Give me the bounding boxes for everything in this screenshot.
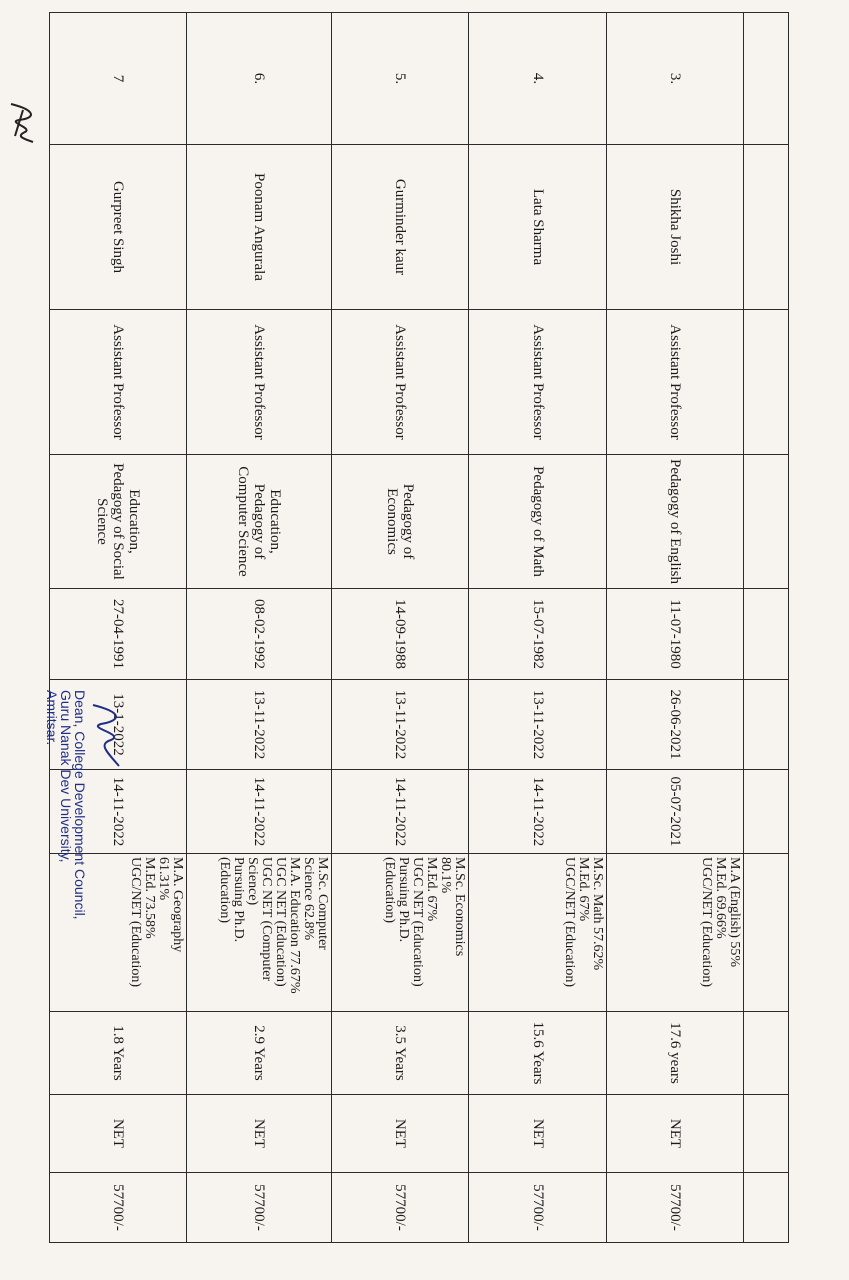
pay-text: 57700/- [251,1184,268,1231]
experience-cell [332,1012,469,1095]
faculty-table [49,12,789,1243]
qualification-line: M.Sc. Computer [315,857,331,950]
approval-date-cell [606,770,743,854]
experience-text: 17.6 years [666,1022,683,1084]
pay-cell [332,1173,469,1243]
eligibility-cell [50,1095,187,1173]
eligibility-text: NET [392,1118,409,1149]
name-cell [469,145,606,310]
serial-number-text: 3. [666,72,683,85]
qualification-line: UGC/NET (Education) [699,857,714,987]
pay-text: 57700/- [392,1184,409,1231]
empty-cell [744,310,789,455]
date-of-birth-cell [606,589,743,680]
stamp-line-2: Guru Nanak Dev University, [58,690,74,863]
eligibility-text: NET [529,1118,546,1149]
qualification-line: M.Ed. 67% [575,857,591,922]
subject-text: Pedagogy of Economics [384,483,417,560]
experience-cell [187,1012,332,1095]
designation-text: Assistant Professor [251,324,268,440]
approval-date-cell [332,770,469,854]
qualification-line: UGC/NET (Education) [128,857,144,987]
qualification-line: Science 62.8% [301,857,317,941]
table-body [50,13,789,1243]
stamp-line-1: Dean, College Development Council, [72,690,88,920]
table-row [187,13,332,1243]
name-cell [606,145,743,310]
experience-cell [469,1012,606,1095]
pay-cell [469,1173,606,1243]
empty-cell [744,145,789,310]
approval-date-cell [187,770,332,854]
date-of-joining-text: 13-1-2022 [110,693,127,756]
date-of-joining-text: 13-11-2022 [529,689,546,760]
date-of-birth-cell [187,589,332,680]
qualification-line: Pursuing Ph.D. [396,857,412,943]
approval-date-text: 05-07-2021 [666,776,683,847]
subject-text: Education, Pedagogy of Computer Science [235,466,284,577]
empty-cell [744,589,789,680]
designation-cell [469,310,606,455]
qualification-line: UGC NET (Education) [410,857,426,987]
serial-number-cell [606,13,743,145]
designation-text: Assistant Professor [392,324,409,440]
subject-text: Pedagogy of Math [529,466,546,577]
subject-text: Education, Pedagogy of Social Science [94,463,143,580]
empty-cell [744,680,789,770]
qualifications-cell [332,854,469,1012]
designation-cell [332,310,469,455]
qualification-line: M.Sc. Math 57.62% [589,857,605,971]
date-of-birth-text: 11-07-1980 [666,599,683,669]
subject-cell [50,455,187,589]
name-text: Poonam Angurala [251,173,268,281]
pay-cell [187,1173,332,1243]
qualification-line: (Education) [217,857,233,924]
stamp-line-3: Amritsar. [44,690,60,746]
approval-date-text: 14-11-2022 [392,776,409,847]
qualification-line: M.Sc. Economics [452,857,468,957]
date-of-birth-text: 27-04-1991 [110,599,127,669]
qualification-line: UGC NET (Computer [259,857,275,982]
approval-date-text: 14-11-2022 [251,776,268,847]
date-of-joining-cell [606,680,743,770]
serial-number-cell [469,13,606,145]
date-of-joining-cell [469,680,606,770]
dean-signature [85,700,131,770]
empty-cell [744,455,789,589]
qualification-line: UGC/NET (Education) [561,857,577,987]
table-row [50,13,187,1243]
eligibility-text: NET [251,1118,268,1149]
eligibility-text: NET [666,1118,683,1149]
eligibility-cell [606,1095,743,1173]
designation-text: Assistant Professor [110,324,127,440]
experience-text: 2.9 Years [251,1025,268,1081]
name-cell [50,145,187,310]
pay-text: 57700/- [110,1184,127,1231]
qualification-line: 80.1% [438,857,454,894]
name-text: Lata Sharma [529,188,546,266]
name-text: Shikha Joshi [666,188,683,266]
subject-text: Pedagogy of English [666,459,683,584]
qualification-line: M.Ed. 69.66% [713,857,728,939]
qualification-line: Science) [245,857,261,906]
serial-number-cell [332,13,469,145]
qualifications-cell [187,854,332,1012]
designation-cell [187,310,332,455]
date-of-birth-cell [469,589,606,680]
serial-number-text: 4. [529,72,546,85]
date-of-joining-text: 13-11-2022 [251,689,268,760]
qualification-line: 61.31% [156,857,172,901]
empty-cell [744,1173,789,1243]
eligibility-cell [187,1095,332,1173]
serial-number-text: 7 [110,74,127,83]
qualification-line: M.A. Education 77.67% [287,857,303,994]
serial-number-text: 5. [392,72,409,85]
date-of-birth-text: 15-07-1982 [529,599,546,669]
qualification-line: M.Ed. 73.58% [142,857,158,939]
subject-cell [606,455,743,589]
table-top-row [744,13,789,1243]
designation-text: Assistant Professor [666,324,683,440]
empty-cell [744,770,789,854]
date-of-birth-cell [332,589,469,680]
serial-number-cell [187,13,332,145]
table-row [332,13,469,1243]
qualification-line: M.Ed. 67% [424,857,440,922]
eligibility-cell [469,1095,606,1173]
date-of-joining-cell [187,680,332,770]
experience-cell [606,1012,743,1095]
empty-cell [744,13,789,145]
eligibility-text: NET [110,1118,127,1149]
experience-text: 1.8 Years [110,1025,127,1081]
approval-date-text: 14-11-2022 [110,776,127,847]
experience-text: 15.6 Years [529,1021,546,1085]
eligibility-cell [332,1095,469,1173]
designation-text: Assistant Professor [529,324,546,440]
date-of-birth-text: 08-02-1992 [251,599,268,669]
subject-cell [469,455,606,589]
pay-text: 57700/- [529,1184,546,1231]
date-of-joining-cell [332,680,469,770]
subject-cell [332,455,469,589]
qualifications-cell [606,854,743,1012]
experience-cell [50,1012,187,1095]
pay-cell [50,1173,187,1243]
table-row [469,13,606,1243]
empty-cell [744,1095,789,1173]
qualification-line: M.A. Geography [170,857,186,953]
date-of-birth-cell [50,589,187,680]
experience-text: 3.5 Years [392,1025,409,1081]
name-text: Gurminder kaur [392,178,409,276]
table-row [606,13,743,1243]
subject-cell [187,455,332,589]
qualification-line: Pursuing Ph.D. [231,857,247,943]
pay-cell [606,1173,743,1243]
name-cell [332,145,469,310]
date-of-joining-text: 13-11-2022 [392,689,409,760]
designation-cell [50,310,187,455]
designation-cell [606,310,743,455]
approval-date-text: 14-11-2022 [529,776,546,847]
date-of-joining-text: 26-06-2021 [666,689,683,760]
name-text: Gurpreet Singh [110,180,127,274]
dean-stamp [45,690,87,950]
serial-number-cell [50,13,187,145]
empty-cell [744,1012,789,1095]
qualification-line: (Education) [382,857,398,924]
empty-cell [744,854,789,1012]
approval-date-cell [469,770,606,854]
initials-signature [5,100,41,144]
qualifications-cell [469,854,606,1012]
qualification-line: M.A (English) 55% [727,857,742,968]
date-of-birth-text: 14-09-1988 [392,599,409,669]
name-cell [187,145,332,310]
pay-text: 57700/- [666,1184,683,1231]
serial-number-text: 6. [251,72,268,85]
qualification-line: UGC NET (Education) [273,857,289,987]
